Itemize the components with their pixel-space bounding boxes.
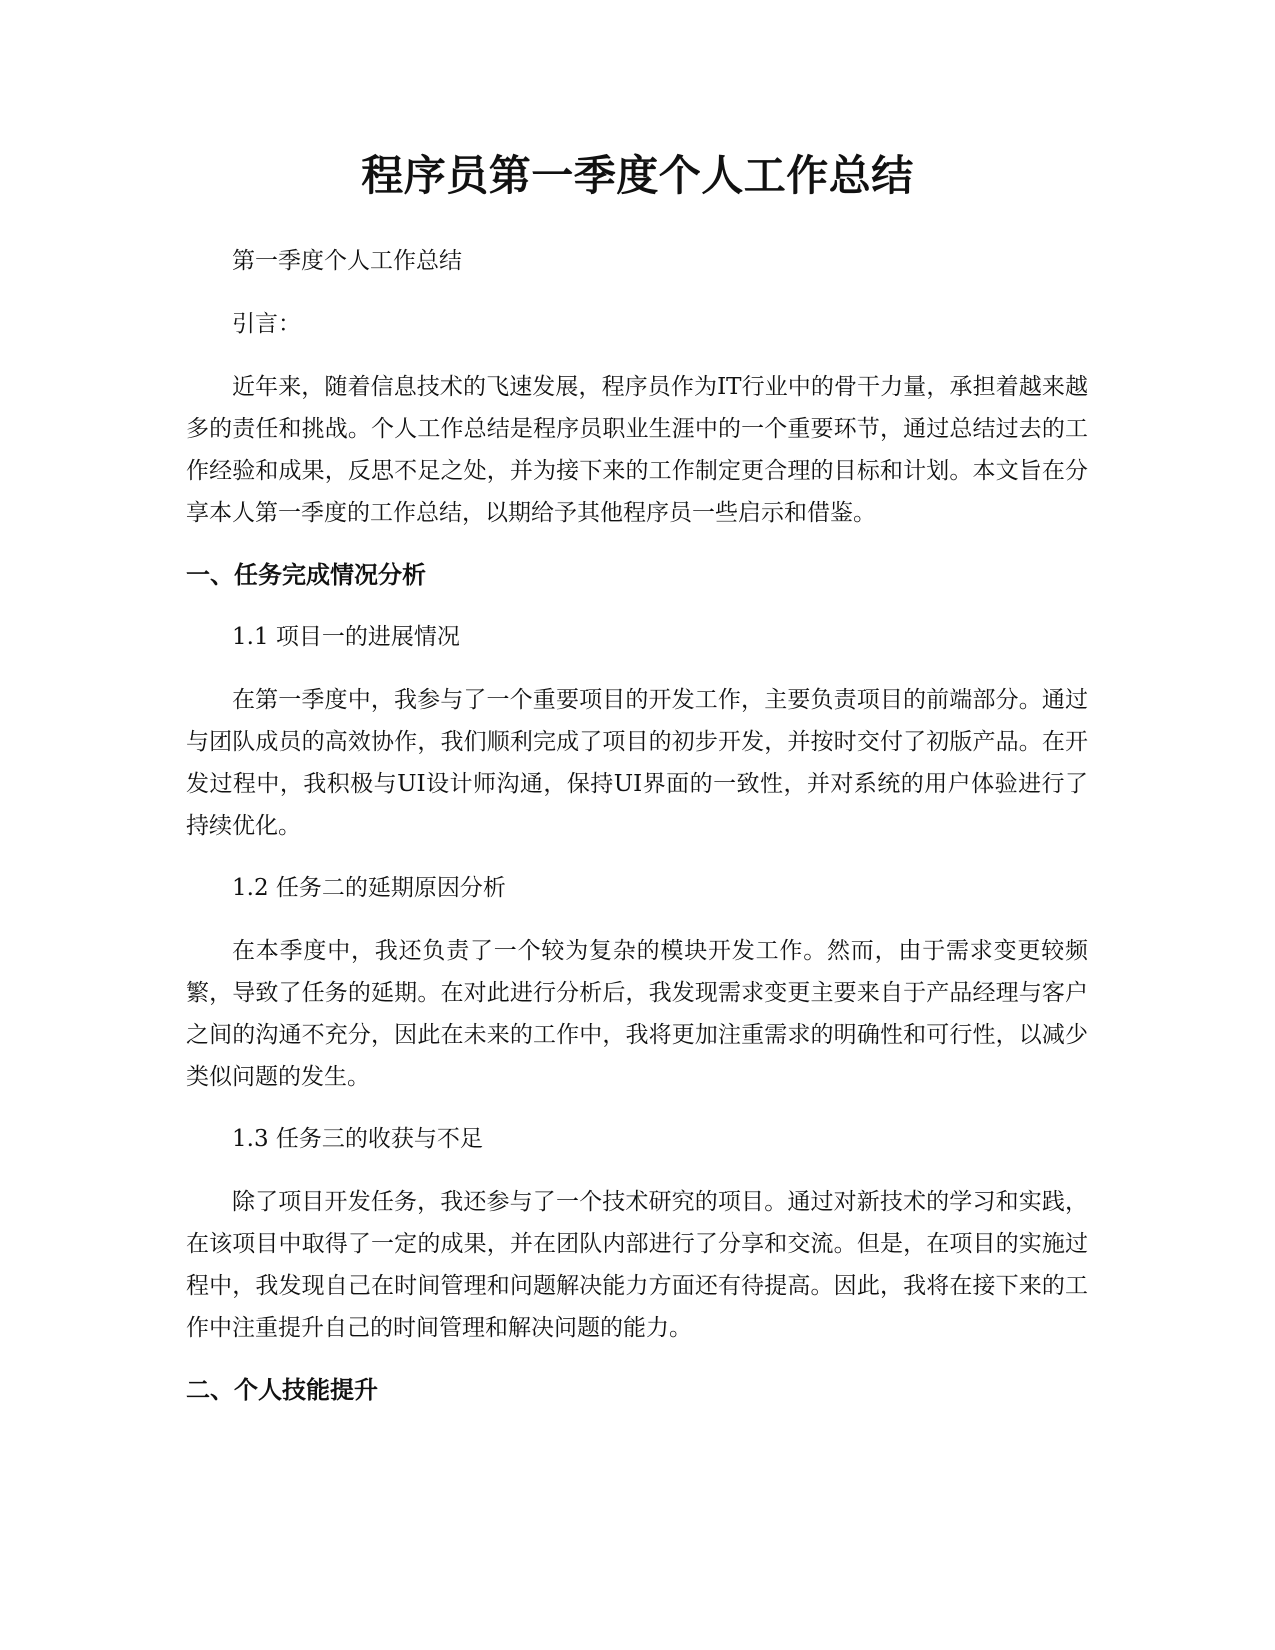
intro-label: 引言： xyxy=(232,311,301,337)
subsection-heading-1-1: 1.1 项目一的进展情况 xyxy=(232,624,460,650)
section-heading-1: 一、任务完成情况分析 xyxy=(186,561,426,589)
paragraph-1-3: 除了项目开发任务，我还参与了一个技术研究的项目。通过对新技术的学习和实践，在该项目中取得了一定的成果，并在团队内部进行了分享和交流。但是，在项目的实施过程中，我发现自己在时间管理和问题解决能力方面还有待提高。因此，我将在接下来的工作中注重提升自己的时间管理和解决问题的能力。 xyxy=(186,1189,1088,1341)
subtitle-paragraph: 第一季度个人工作总结 xyxy=(232,248,462,274)
paragraph-1-2: 在本季度中，我还负责了一个较为复杂的模块开发工作。然而，由于需求变更较频繁，导致了任务的延期。在对此进行分析后，我发现需求变更主要来自于产品经理与客户之间的沟通不充分，因此在未来的工作中，我将更加注重需求的明确性和可行性，以减少类似问题的发生。 xyxy=(186,938,1088,1090)
intro-paragraph: 近年来，随着信息技术的飞速发展，程序员作为IT行业中的骨干力量，承担着越来越多的责任和挑战。个人工作总结是程序员职业生涯中的一个重要环节，通过总结过去的工作经验和成果，反思不足之处，并为接下来的工作制定更合理的目标和计划。本文旨在分享本人第一季度的工作总结，以期给予其他程序员一些启示和借鉴。 xyxy=(186,374,1088,526)
document-title: 程序员第一季度个人工作总结 xyxy=(361,151,914,200)
subsection-heading-1-2: 1.2 任务二的延期原因分析 xyxy=(232,875,506,901)
section-heading-2: 二、个人技能提升 xyxy=(186,1376,378,1404)
subsection-heading-1-3: 1.3 任务三的收获与不足 xyxy=(232,1126,483,1152)
paragraph-1-1: 在第一季度中，我参与了一个重要项目的开发工作，主要负责项目的前端部分。通过与团队成员的高效协作，我们顺利完成了项目的初步开发，并按时交付了初版产品。在开发过程中，我积极与UI设计师沟通，保持UI界面的一致性，并对系统的用户体验进行了持续优化。 xyxy=(186,687,1088,839)
document-body xyxy=(186,240,1088,1431)
